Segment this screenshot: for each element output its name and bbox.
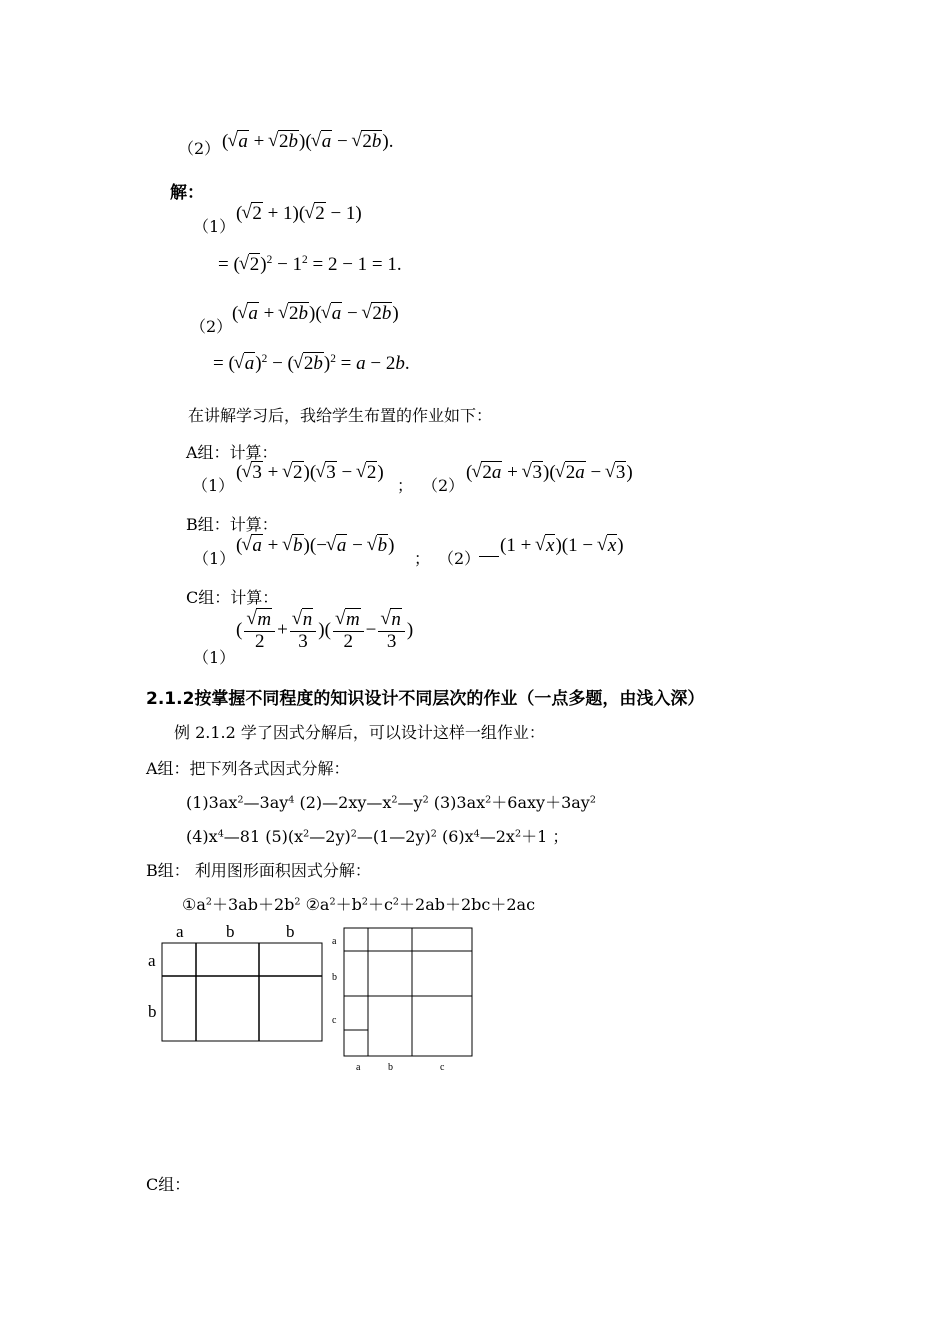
solution-1-label: （1） <box>193 217 236 236</box>
area-diagram-1 <box>140 918 340 1048</box>
blank-underline <box>479 556 499 557</box>
solution-2-result: = (√ a)$^2$ − (√ 2b)$^2$ = a − 2b. <box>213 353 410 375</box>
solution-2-label: （2） <box>190 317 233 336</box>
factor-row-1: $(1)3ax^2—3ay^4$ $(2)—2xy—x^2—y^2$ $(3)3ax^2+6axy+3ay^2$ <box>186 793 596 812</box>
group-b-item-2-expression: (1 + √ x)(1 − √ x) <box>500 535 624 557</box>
solution-label: 解： <box>170 183 204 203</box>
group-a-item-2-label: （2） <box>422 476 465 495</box>
group-c-compute-label: C组：计算： <box>186 588 279 607</box>
group-b-factor-label: B组： 利用图形面积因式分解： <box>146 861 371 880</box>
group-b-item-2-label: （2） <box>438 549 481 568</box>
diagram1-left-a-label: a <box>148 951 156 970</box>
diagram2-bottom-a-label: a <box>356 1062 361 1073</box>
semicolon: ； <box>414 549 431 568</box>
semicolon: ； <box>397 476 414 495</box>
diagram1-top-a-label: a <box>176 922 184 941</box>
group-b-item-1-expression: (√ a + √ b)(−√ a − √ b) <box>236 535 394 557</box>
group-c-item-1-label: （1） <box>193 648 236 667</box>
diagram2-left-a-label: a <box>332 936 337 947</box>
factor-row-2: $(4)x^4—81$ $(5)(x^2—2y)^2—(1—2y)^2$ $(6)x^4—2x^2+1$ ； <box>186 827 569 846</box>
diagram2-bottom-c-label: c <box>440 1062 445 1073</box>
group-a-item-2-expression: (√ 2a + √ 3)(√ 2a − √ 3) <box>466 462 633 484</box>
solution-1-result: = (√ $2)^2 - 1^2 = 2 - 1 = 1$. <box>218 254 402 276</box>
diagram1-grid <box>162 943 322 1041</box>
diagram1-top-b1-label: b <box>226 922 235 941</box>
diagram1-top-b2-label: b <box>286 922 295 941</box>
diagram1-left-b-label: b <box>148 1002 157 1021</box>
group-a-factor-label: A组：把下列各式因式分解： <box>146 759 350 778</box>
group-b-item-1-label: （1） <box>193 549 236 568</box>
homework-intro: 在讲解学习后，我给学生布置的作业如下： <box>188 406 493 425</box>
group-c-item-1-expression: ( √ $\frac{m}{2}$ + √ $\frac{n}{3}$ )( √ $\frac{m}{2}$ − √ $\frac{n}{3}$ ) <box>236 610 413 652</box>
section-heading: 2.1.2按掌握不同程度的知识设计不同层次的作业（一点多题，由浅入深） <box>146 689 705 709</box>
solution-2-expression: (√ a + √ 2b)(√ a − √ 2b) <box>232 303 399 325</box>
group-a-item-1-label: （1） <box>192 476 235 495</box>
group-a-item-1-expression: (√ 3 + √ 2)(√ 3 − √ 2) <box>236 462 384 484</box>
problem-2-label: （2） <box>178 139 221 158</box>
problem-2-expression: (√ a + √ 2b)(√ a − √ 2b). <box>222 131 394 153</box>
group-c-label: C组： <box>146 1175 191 1194</box>
example-text: 例 2.1.2 学了因式分解后，可以设计这样一组作业： <box>174 723 545 742</box>
group-a-compute-label: A组：计算： <box>186 443 278 462</box>
diagram2-left-c-label: c <box>332 1015 337 1026</box>
group-b-compute-label: B组：计算： <box>186 515 278 534</box>
diagram2-bottom-b-label: b <box>388 1062 393 1073</box>
diagram2-left-b-label: b <box>332 972 337 983</box>
diagram2-grid <box>344 928 472 1056</box>
area-items: $①a^2+3ab+2b^2$ $②a^2+b^2+c^2+2ab+2bc+2ac$ <box>182 895 536 914</box>
area-diagram-2 <box>328 924 478 1074</box>
solution-1-expression: (√ 2 + 1)(√ 2 − 1) <box>236 203 362 225</box>
